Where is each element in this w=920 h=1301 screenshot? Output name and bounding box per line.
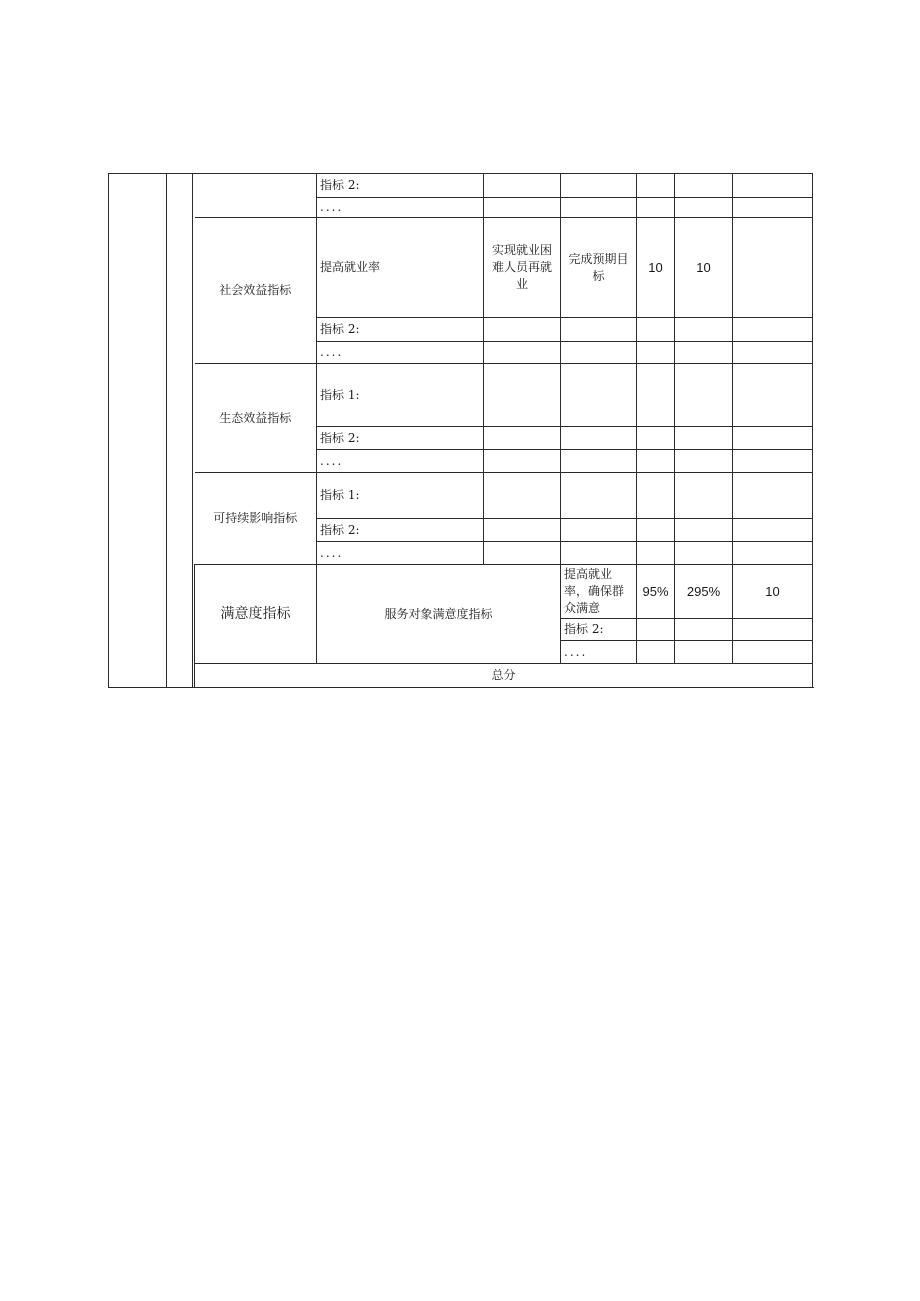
weight-value: 10	[733, 565, 813, 619]
target-value: 95%	[637, 565, 675, 619]
outer-col-cell	[109, 174, 167, 688]
indicator-label: ....	[317, 342, 484, 364]
category-social: 社会效益指标	[195, 218, 317, 364]
indicator-label: ....	[317, 198, 484, 218]
actual-value: 完成预期目标	[561, 218, 637, 318]
table-row	[109, 364, 813, 427]
indicator-label: ....	[317, 542, 484, 565]
indicator-label: 指标 2:	[317, 427, 484, 450]
indicator-label: 提高就业率	[317, 218, 484, 318]
category-satisfaction: 服务对象满意度指标	[317, 565, 561, 664]
table-row	[109, 565, 813, 619]
indicator-label: ....	[561, 641, 637, 664]
indicator-label: 指标 2:	[317, 174, 484, 198]
indicator-label: 指标 2:	[317, 318, 484, 342]
total-label: 总分	[195, 664, 813, 688]
category-sustain: 可持续影响指标	[195, 473, 317, 565]
category-cell	[195, 174, 317, 218]
group-satisfaction: 满意度指标	[195, 565, 317, 664]
performance-table	[108, 173, 813, 688]
indicator-label: 指标 1:	[317, 473, 484, 519]
indicator-label: 指标 2:	[561, 619, 637, 641]
table-row	[109, 218, 813, 318]
total-row	[109, 664, 813, 688]
group-col-cell	[167, 174, 193, 688]
target-value: 实现就业困难人员再就业	[484, 218, 561, 318]
weight-value: 10	[637, 218, 675, 318]
indicator-label: 指标 1:	[317, 364, 484, 427]
score-value: 10	[675, 218, 733, 318]
actual-value: 295%	[675, 565, 733, 619]
indicator-label: 指标 2:	[317, 519, 484, 542]
table-row	[109, 174, 813, 198]
indicator-label: ....	[317, 450, 484, 473]
table-row	[109, 473, 813, 519]
category-ecology: 生态效益指标	[195, 364, 317, 473]
indicator-label: 提高就业率，确保群众满意	[561, 565, 637, 619]
